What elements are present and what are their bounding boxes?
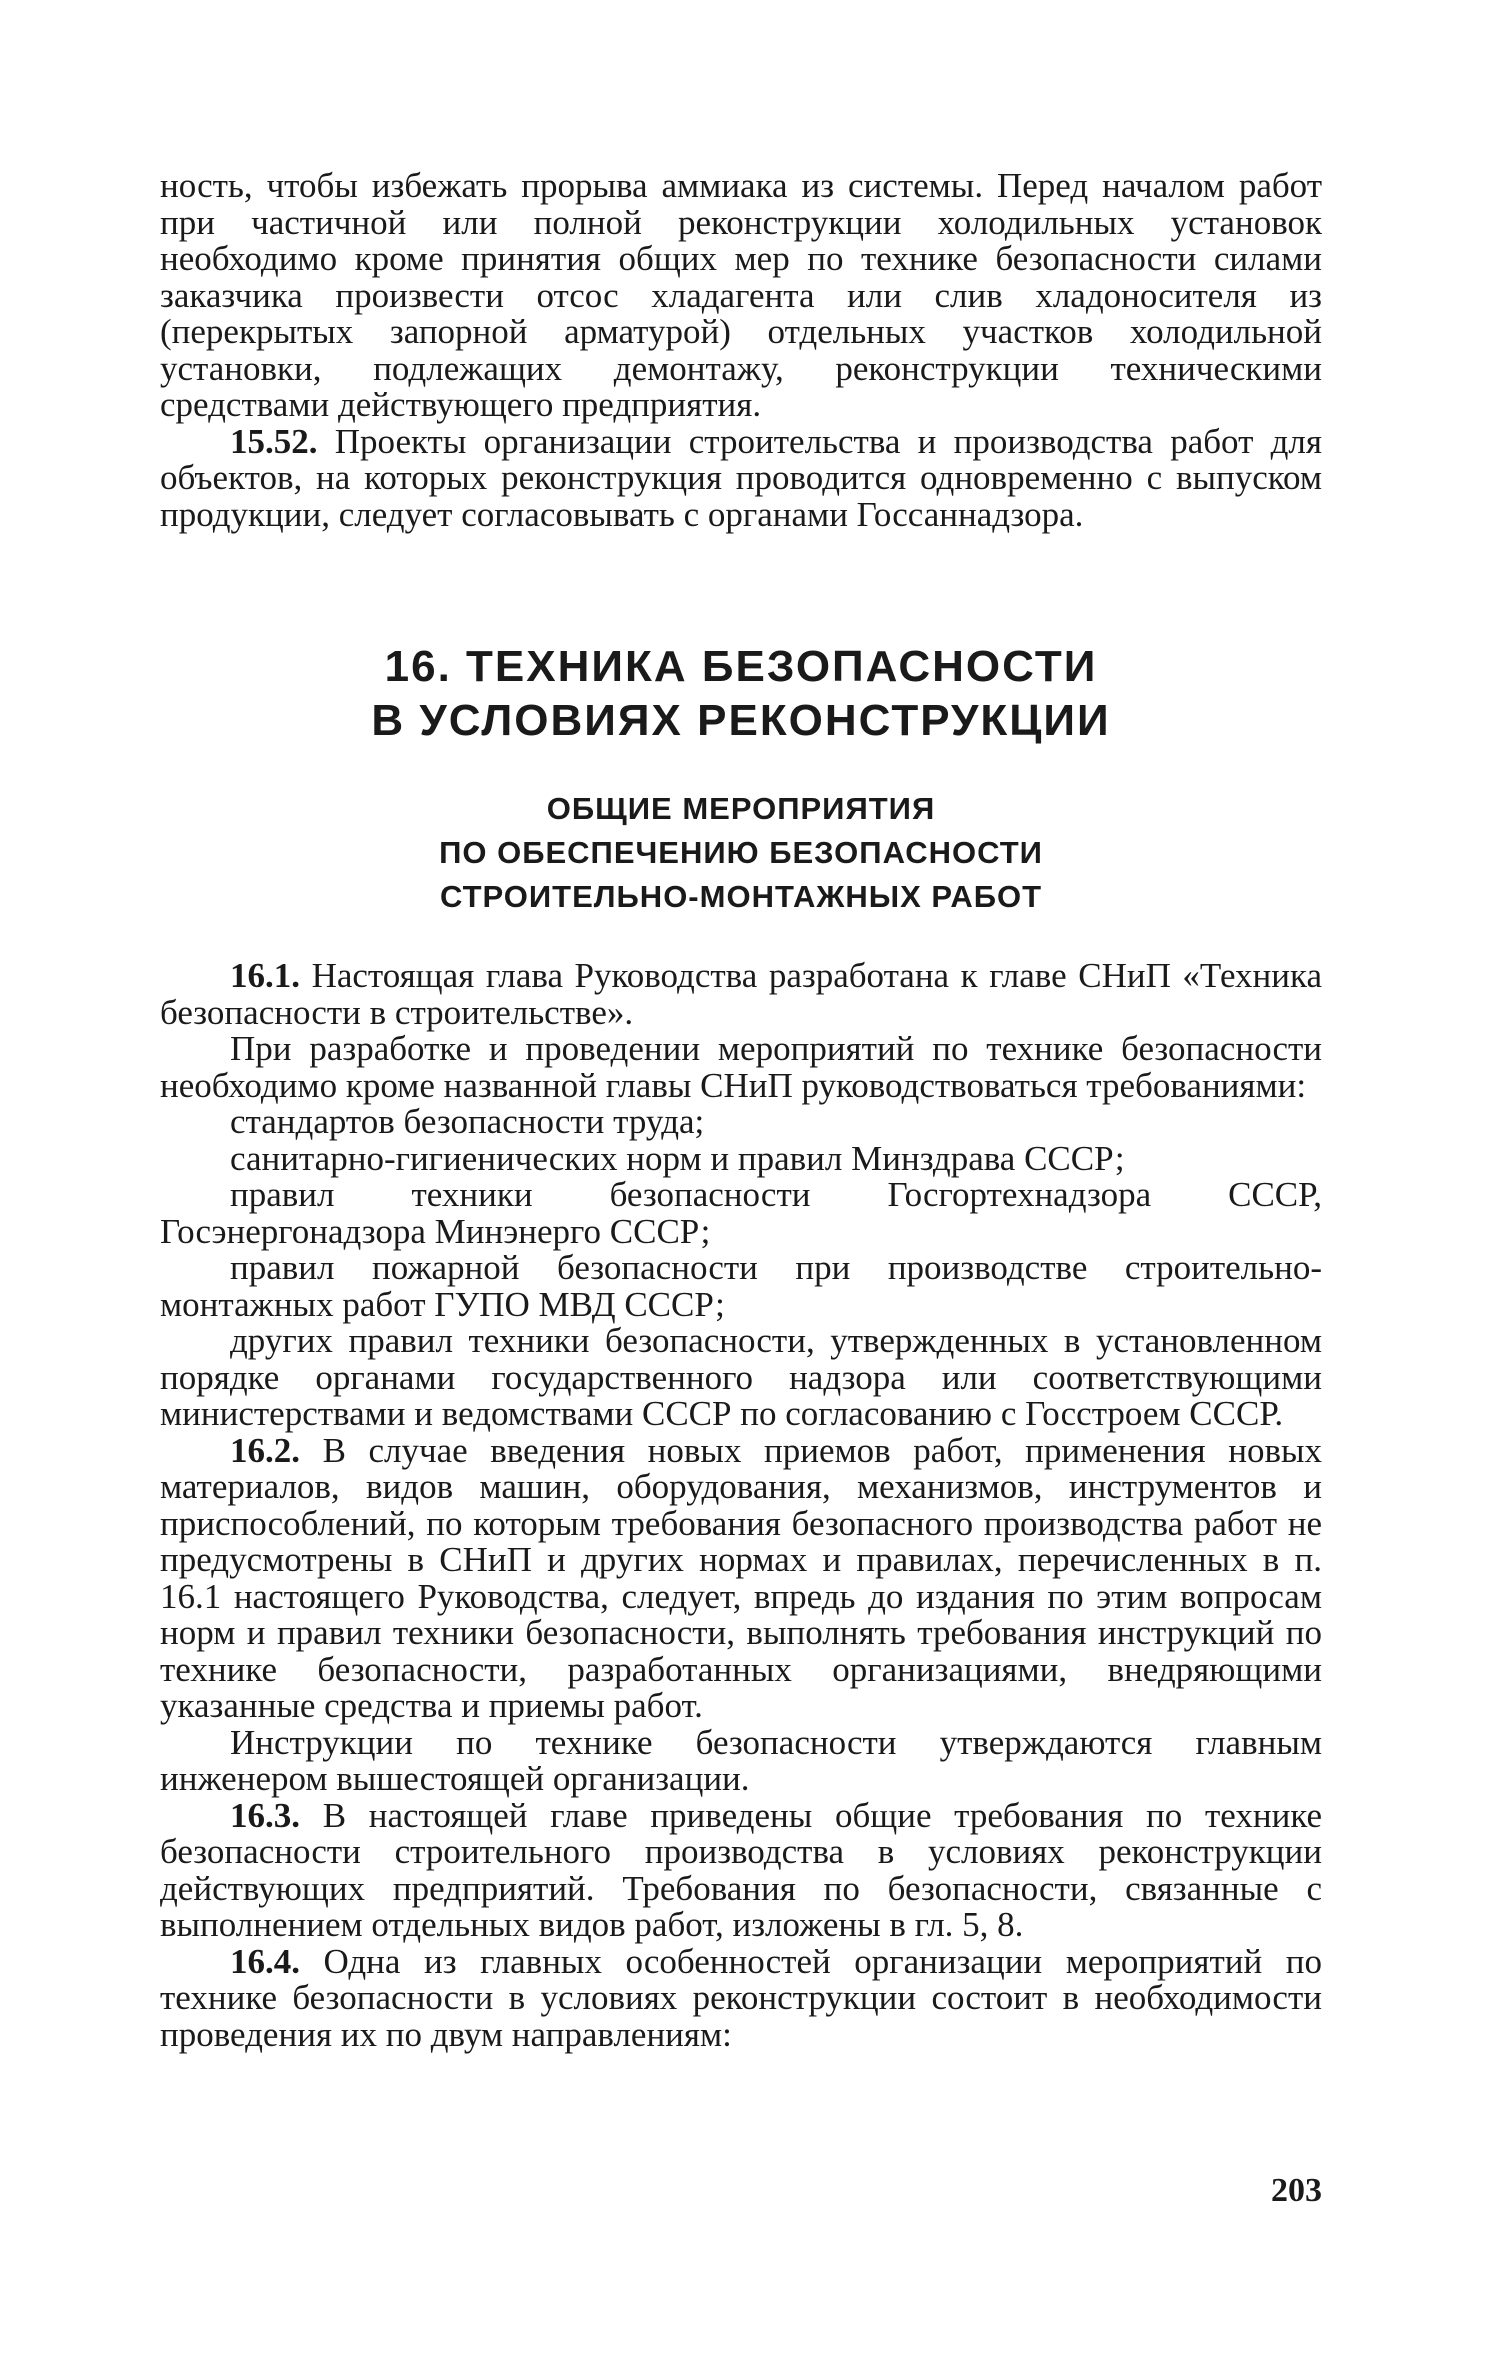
paragraph-16-4 [160, 1941, 1322, 2054]
page-number: 203 [1271, 2172, 1322, 2209]
chapter-title-line-1: 16. ТЕХНИКА БЕЗОПАСНОСТИ [384, 642, 1098, 691]
section-title [160, 787, 1322, 919]
list-item: санитарно-гигиенических норм и правил Минздрава СССР; [230, 1138, 1125, 1178]
paragraph-16-2-instructions: Инструкции по технике безопасности утверждаются главным инженером вышестоящей организации. [160, 1722, 1322, 1798]
clause-number: 16.4. [230, 1941, 300, 1981]
paragraph-15-52 [160, 421, 1322, 534]
body-text-block [160, 958, 1322, 2053]
list-item: правил пожарной безопасности при производстве строительно-монтажных работ ГУПО МВД СССР; [160, 1248, 1322, 1324]
section-title-line-2: ПО ОБЕСПЕЧЕНИЮ БЕЗОПАСНОСТИ [439, 835, 1043, 870]
clause-number: 16.3. [230, 1795, 300, 1835]
clause-text: В настоящей главе приведены общие требования по технике безопасности строительного производства в условиях реконструкции действующих предприятий. Требования по безопасности, связанные с выполнением отдельных видов работ, изложены в гл. 5, 8. [160, 1795, 1322, 1944]
clause-number: 16.1. [230, 956, 300, 995]
section-title-line-3: СТРОИТЕЛЬНО-МОНТАЖНЫХ РАБОТ [439, 879, 1043, 914]
clause-number: 15.52. [230, 421, 318, 461]
paragraph-16-2 [160, 1430, 1322, 1725]
clause-text: Проекты организации строительства и производства работ для объектов, на которых реконструкция проводится одновременно с выпуском продукции, следует согласовывать с органами Госсаннадзора. [160, 421, 1322, 534]
paragraph-16-1 [160, 958, 1322, 1031]
paragraph-continued: ность, чтобы избежать прорыва аммиака из системы. Перед началом работ при частичной или полной реконструкции холодильных установок необходимо кроме принятия общих мер по технике безопасности силами заказчика произвести отсос хладагента или слив хладоносителя из (перекрытых запорной арматурой) отдельных участков холодильной установки, подлежащих демонтажу, реконструкции техническими средствами действующего предприятия. [160, 166, 1322, 424]
clause-text: Настоящая глава Руководства разработана к главе СНиП «Техника безопасности в строительстве». [160, 956, 1322, 1032]
list-item: других правил техники безопасности, утвержденных в установленном порядке органами государственного надзора или соответствующими министерствами и ведомствами СССР по согласованию с Госстроем СССР. [160, 1321, 1322, 1433]
clause-text: В случае введения новых приемов работ, применения новых материалов, видов машин, оборудования, механизмов, инструментов и приспособлений, по которым требования безопасного производства работ не предусмотрены в СНиП и других нормах и правилах, перечисленных в п. 16.1 настоящего Руководства, следует, впредь до издания по этим вопросам норм и правил техники безопасности, выполнять требования инструкций по технике безопасности, разработанных организациями, внедряющими указанные средства и приемы работ. [160, 1430, 1322, 1725]
list-item: правил техники безопасности Госгортехнадзора СССР, Госэнергонадзора Минэнерго СССР; [160, 1175, 1322, 1251]
paragraph-16-3 [160, 1795, 1322, 1944]
list-item: стандартов безопасности труда; [230, 1102, 705, 1141]
chapter-title-line-2: В УСЛОВИЯХ РЕКОНСТРУКЦИИ [371, 696, 1111, 745]
clause-text: Одна из главных особенностей организации мероприятий по технике безопасности в условиях реконструкции состоит в необходимости проведения их по двум направлениям: [160, 1941, 1322, 2054]
section-title-line-1: ОБЩИЕ МЕРОПРИЯТИЯ [546, 791, 936, 826]
clause-number: 16.2. [230, 1430, 300, 1470]
paragraph-16-1-requirements: При разработке и проведении мероприятий по технике безопасности необходимо кроме названной главы СНиП руководствоваться требованиями: [160, 1029, 1322, 1105]
top-text-block [160, 168, 1322, 533]
chapter-title [160, 640, 1322, 748]
